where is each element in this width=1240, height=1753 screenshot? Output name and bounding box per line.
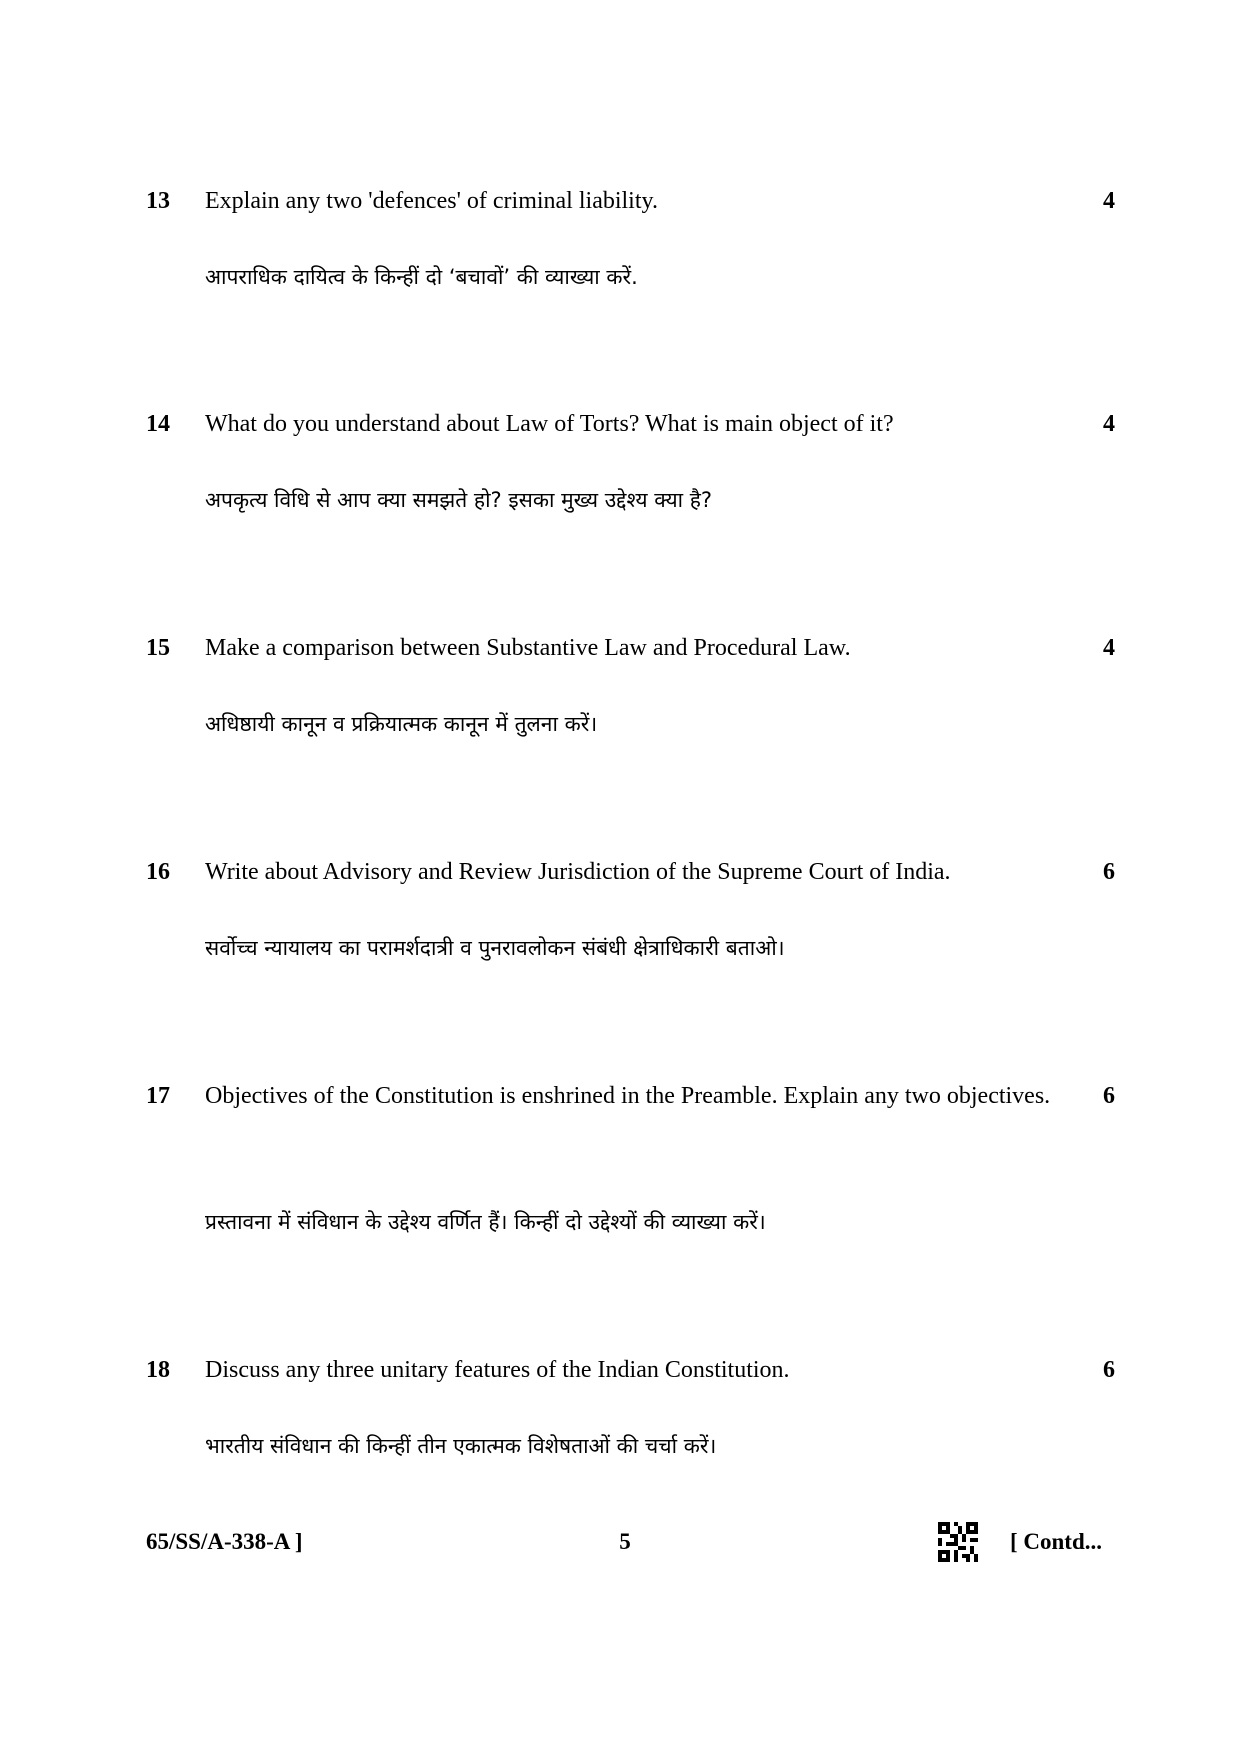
paper-code: 65/SS/A-338-A ] [146,1529,303,1554]
question-number: 16 [146,859,170,885]
question-number: 15 [146,635,170,661]
qr-code-icon [938,1522,978,1562]
question-text-english: Objectives of the Constitution is enshrined in the Preamble. Explain any two objectives. [205,1083,1051,1109]
page-footer [0,1525,1240,1559]
question-text-english: Make a comparison between Substantive Law and Procedural Law. [205,635,851,661]
question-marks: 6 [1103,859,1115,885]
question-marks: 4 [1103,188,1115,214]
question-text-hindi: अधिष्ठायी कानून व प्रक्रियात्मक कानून में तुलना करें। [205,712,598,736]
question-number: 14 [146,411,170,437]
question-text-hindi: अपकृत्य विधि से आप क्या समझते हो? इसका मुख्य उद्देश्य क्या है? [205,488,713,512]
page-number: 5 [619,1529,631,1554]
continued-label: [ Contd... [1010,1529,1103,1554]
question-number: 13 [146,188,170,214]
question-text-english: What do you understand about Law of Torts? What is main object of it? [205,411,894,437]
question-text-hindi: भारतीय संविधान की किन्हीं तीन एकात्मक विशेषताओं की चर्चा करें। [205,1434,717,1458]
question-text-hindi: आपराधिक दायित्व के किन्हीं दो ‘बचावों’ की व्याख्या करें. [205,265,638,289]
question-marks: 4 [1103,635,1115,661]
question-text-hindi: सर्वोच्च न्यायालय का परामर्शदात्री व पुनरावलोकन संबंधी क्षेत्राधिकारी बताओ। [205,936,785,960]
question-marks: 6 [1103,1357,1115,1383]
question-marks: 4 [1103,411,1115,437]
question-text-english: Discuss any three unitary features of the Indian Constitution. [205,1357,790,1383]
question-number: 17 [146,1083,170,1109]
question-text-english: Explain any two 'defences' of criminal liability. [205,188,658,214]
question-number: 18 [146,1357,170,1383]
question-marks: 6 [1103,1083,1115,1109]
question-text-english: Write about Advisory and Review Jurisdiction of the Supreme Court of India. [205,859,951,885]
question-text-hindi: प्रस्तावना में संविधान के उद्देश्य वर्णित हैं। किन्हीं दो उद्देश्यों की व्याख्या करें। [205,1210,766,1234]
